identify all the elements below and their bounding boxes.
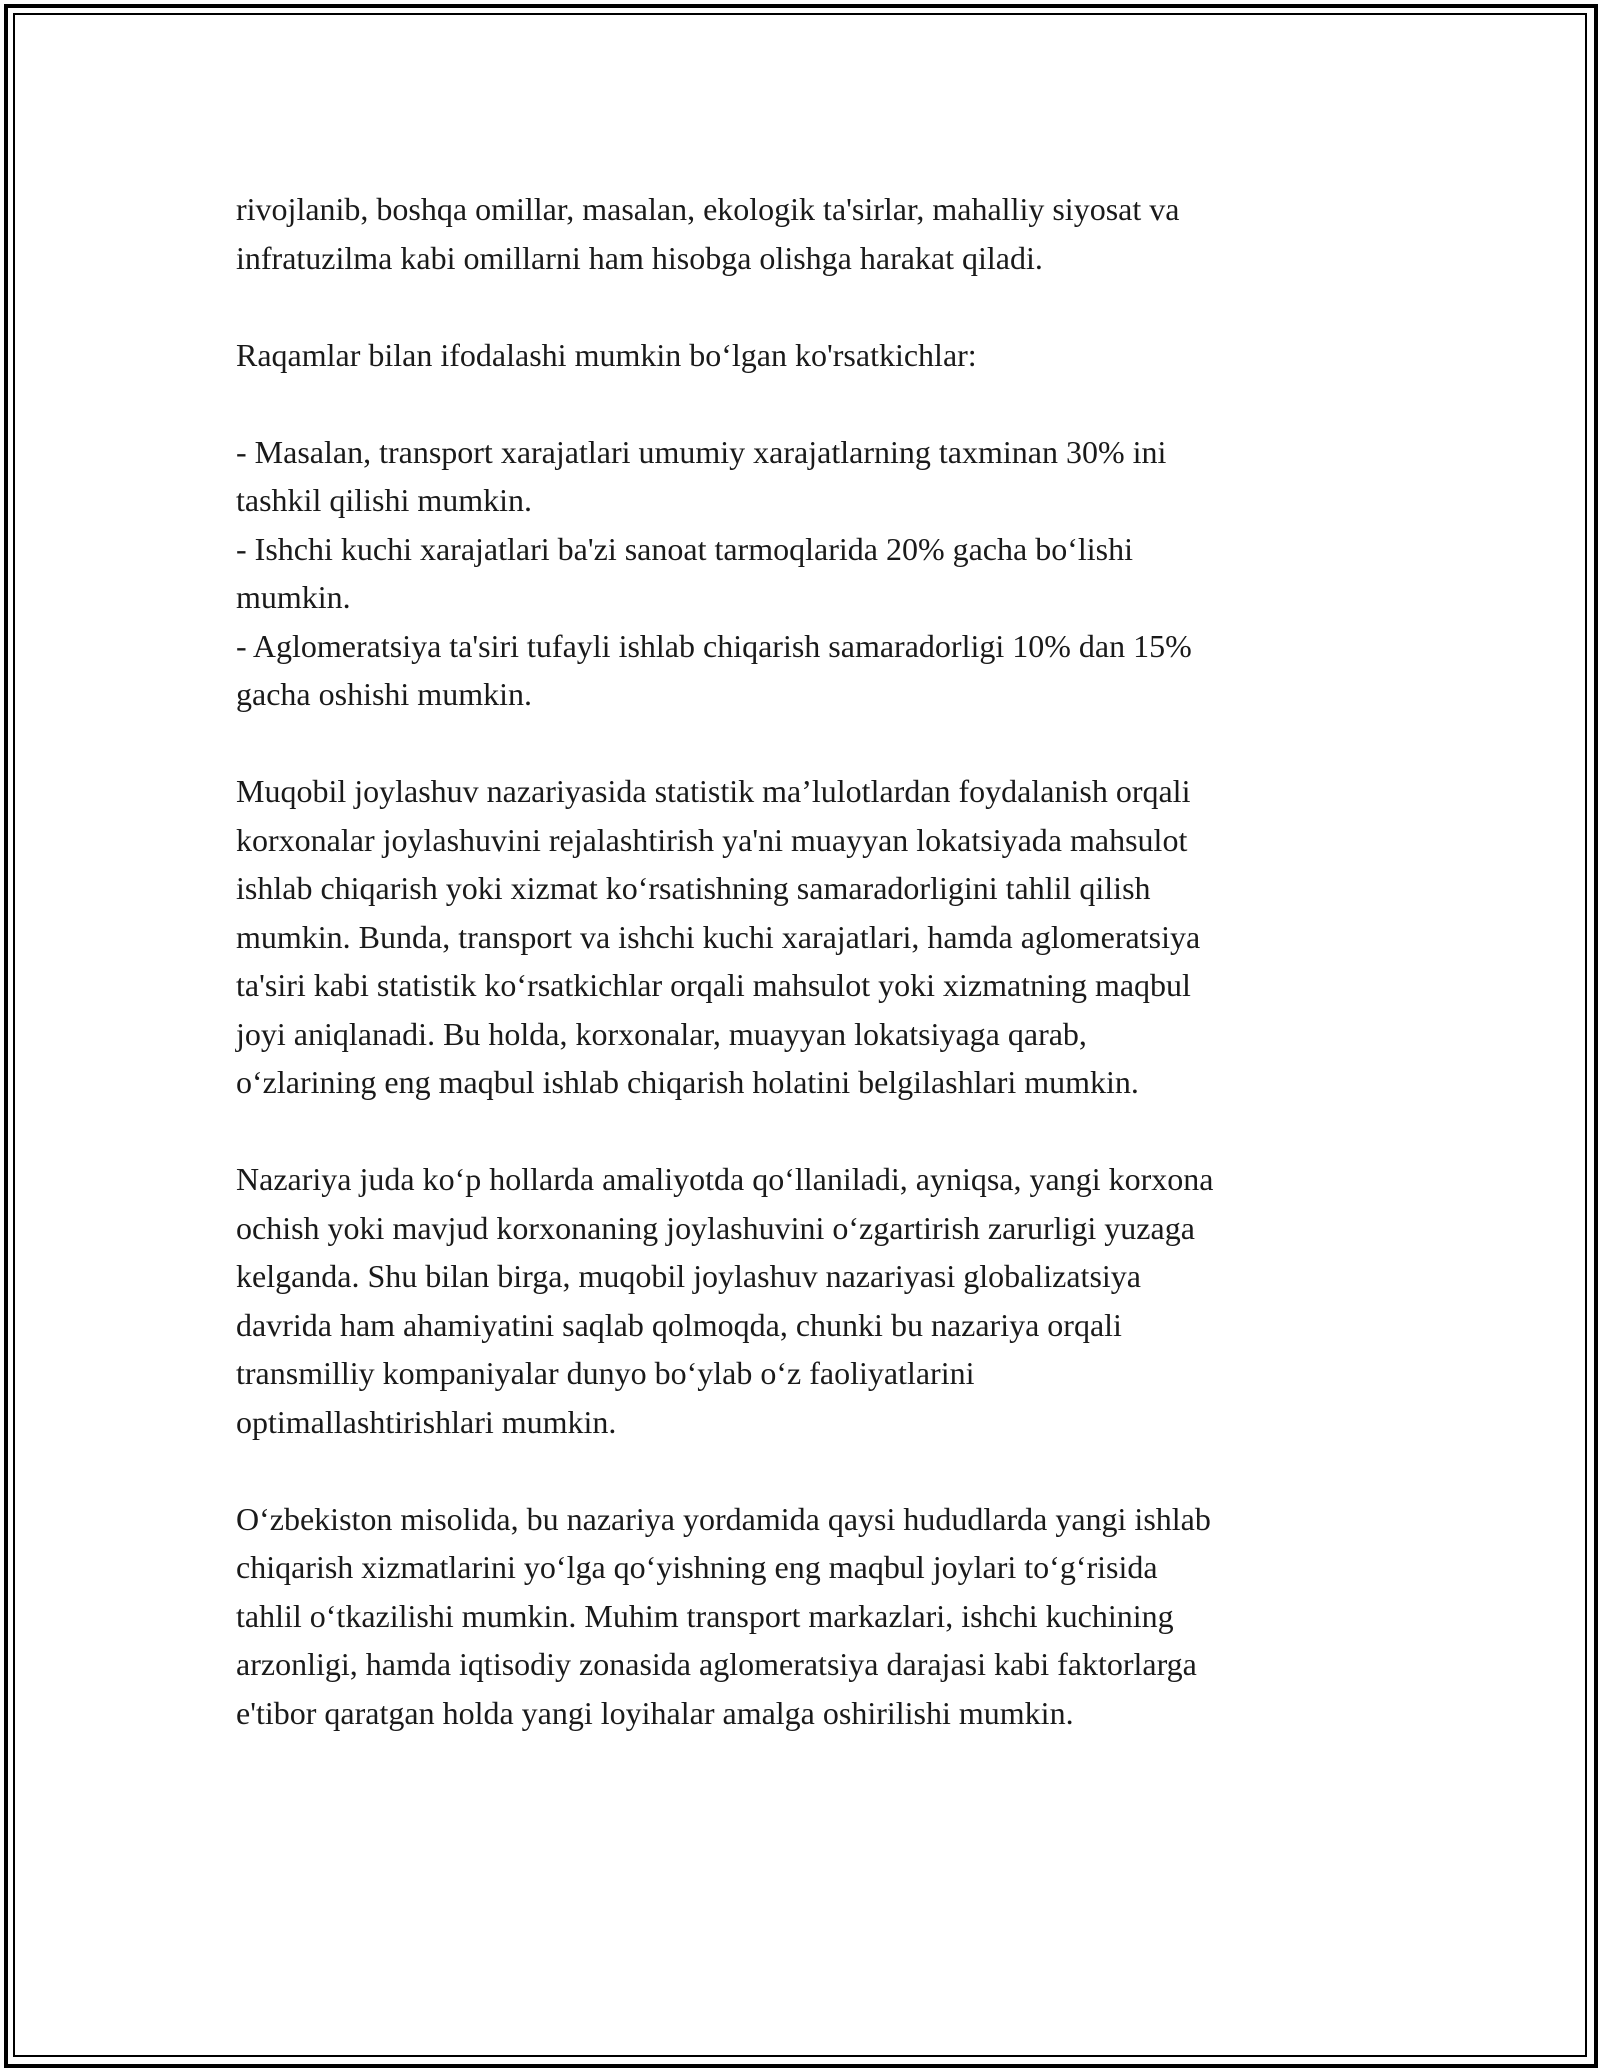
paragraph-practical-application: Nazariya juda ko‘p hollarda amaliyotda qo‘llaniladi, ayniqsa, yangi korxona ochish yoki mavjud korxonaning joylashuvini o‘zgartirish zarurligi yuzaga kelganda. Shu bilan birga, muqobil joylashuv nazariyasi globalizatsiya davrida ham ahamiyatini saqlab qolmoqda, chunki bu nazariya orqali transmilliy kompaniyalar dunyo bo‘ylab o‘z faoliyatlarini optimallashtirishlari mumkin. (236, 1161, 1214, 1440)
paragraph-uzbekistan-example: O‘zbekiston misolida, bu nazariya yordamida qaysi hududlarda yangi ishlab chiqarish xizmatlarini yo‘lga qo‘yishning eng maqbul joylari to‘g‘risida tahlil o‘tkazilishi mumkin. Muhim transport markazlari, ishchi kuchining arzonligi, hamda iqtisodiy zonasida aglomeratsiya darajasi kabi faktorlarga e'tibor qaratgan holda yangi loyihalar amalga oshirilishi mumkin. (236, 1500, 1211, 1731)
paragraph-statistical-data: Muqobil joylashuv nazariyasida statistik ma’lulotlardan foydalanish orqali korxonalar joylashuvini rejalashtirish ya'ni muayyan lokatsiyada mahsulot ishlab chiqarish yoki xizmat ko‘rsatishning samaradorligini tahlil qilish mumkin. Bunda, transport va ishchi kuchi xarajatlari, hamda aglomeratsiya ta'siri kabi statistik ko‘rsatkichlar orqali mahsulot yoki xizmatning maqbul joyi aniqlanadi. Bu holda, korxonalar, muayyan lokatsiyaga qarab, o‘zlarining eng maqbul ishlab chiqarish holatini belgilashlari mumkin. (236, 773, 1201, 1100)
document-body (236, 185, 1366, 1786)
paragraph-indicators-heading: Raqamlar bilan ifodalashi mumkin bo‘lgan ko'rsatkichlar: (236, 336, 977, 373)
paragraph-intro-continuation: rivojlanib, boshqa omillar, masalan, ekologik ta'sirlar, mahalliy siyosat va infratuzilma kabi omillarni ham hisobga olishga harakat qiladi. (236, 191, 1180, 276)
paragraph-indicators-list: - Masalan, transport xarajatlari umumiy xarajatlarning taxminan 30% ini tashkil qilishi mumkin. - Ishchi kuchi xarajatlari ba'zi sanoat tarmoqlarida 20% gacha bo‘lishi mumkin. - Aglomeratsiya ta'siri tufayli ishlab chiqarish samaradorligi 10% dan 15% gacha oshishi mumkin. (236, 433, 1192, 712)
